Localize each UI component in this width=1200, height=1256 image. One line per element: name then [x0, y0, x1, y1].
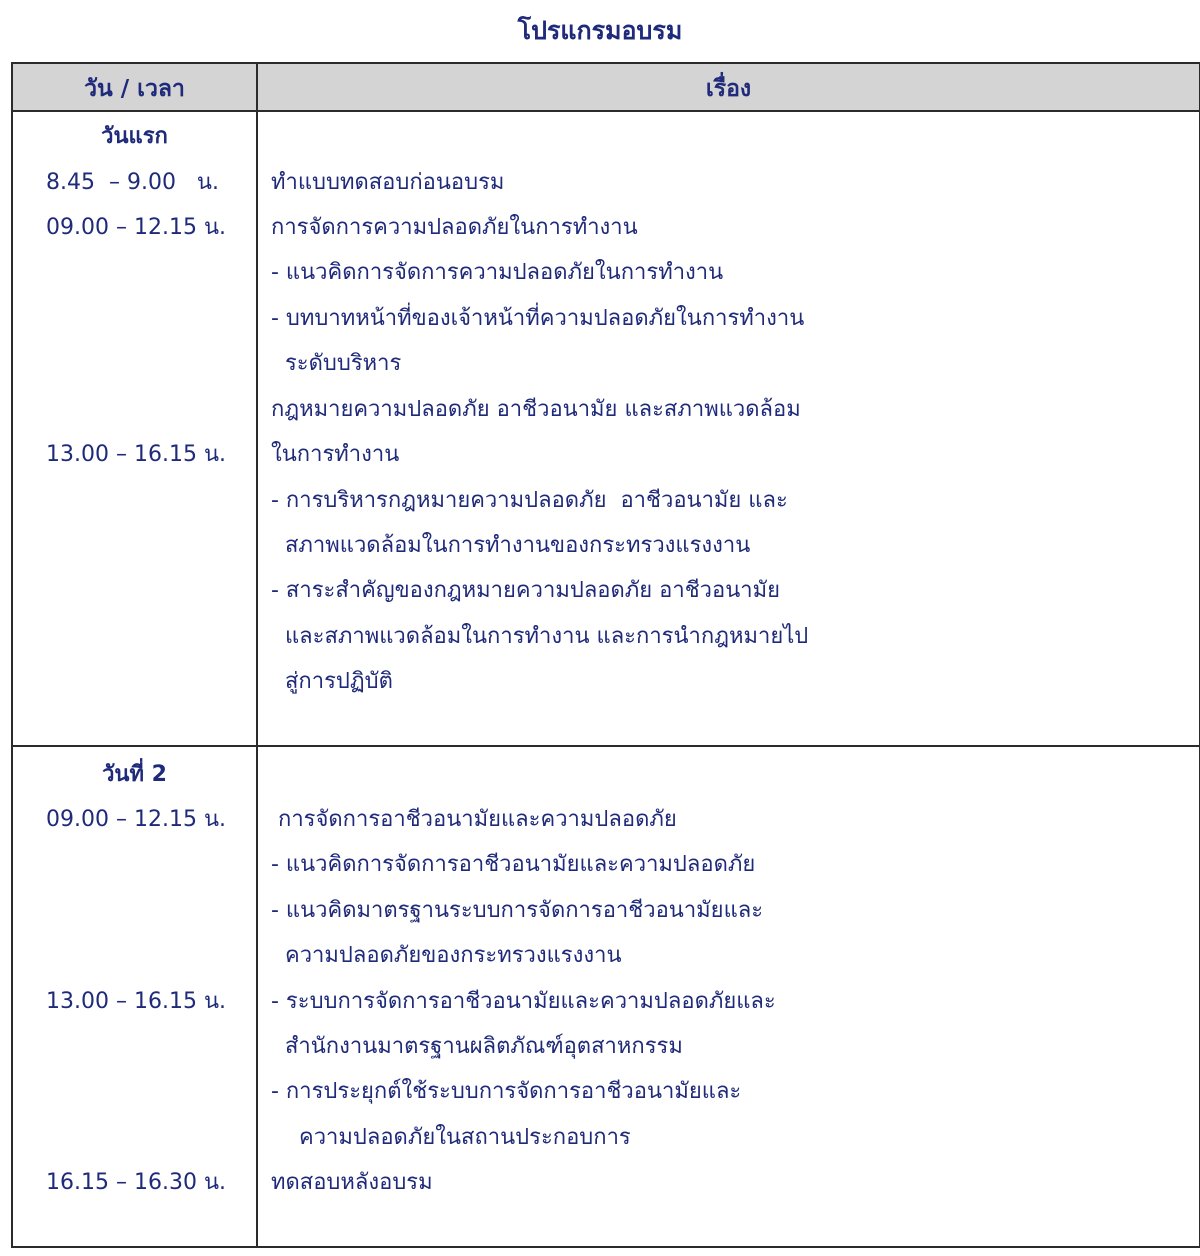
header-topic: เรื่อง	[705, 76, 752, 102]
day2-line-2: - แนวคิดการจัดการอาชีวอนามัยและความปลอดภัย	[271, 852, 756, 877]
day2-line-3: - แนวคิดมาตรฐานระบบการจัดการอาชีวอนามัยและ	[271, 898, 764, 923]
schedule-table	[11, 62, 1200, 1248]
day1-line-6: กฎหมายความปลอดภัย อาชีวอนามัย และสภาพแวดล้อม	[271, 397, 801, 422]
day2-time-2: 13.00 – 16.15 น.	[46, 989, 226, 1014]
row-divider	[13, 745, 1199, 747]
day1-time-2: 09.00 – 12.15 น.	[46, 215, 226, 240]
day1-line-10: - สาระสำคัญของกฎหมายความปลอดภัย อาชีวอนามัย	[271, 578, 781, 603]
page-title: โปรแกรมอบรม	[517, 16, 683, 45]
day1-time-1: 8.45 – 9.00 น.	[46, 170, 219, 195]
day1-line-3: - แนวคิดการจัดการความปลอดภัยในการทำงาน	[271, 260, 724, 285]
day1-line-5: ระดับบริหาร	[271, 351, 402, 376]
day1-line-9: สภาพแวดล้อมในการทำงานของกระทรวงแรงงาน	[271, 533, 751, 558]
day2-line-4: ความปลอดภัยของกระทรวงแรงงาน	[271, 943, 622, 968]
day1-label: วันแรก	[101, 124, 168, 149]
table-header	[13, 64, 1199, 112]
day1-line-1: ทำแบบทดสอบก่อนอบรม	[271, 170, 505, 195]
day2-label: วันที่ 2	[102, 762, 167, 787]
day2-line-7: - การประยุกต์ใช้ระบบการจัดการอาชีวอนามัยและ	[271, 1079, 742, 1104]
day2-time-1: 09.00 – 12.15 น.	[46, 807, 226, 832]
day2-line-5: - ระบบการจัดการอาชีวอนามัยและความปลอดภัยและ	[271, 989, 776, 1014]
day2-line-9: ทดสอบหลังอบรม	[271, 1170, 433, 1195]
day1-line-4: - บทบาทหน้าที่ของเจ้าหน้าที่ความปลอดภัยในการทำงาน	[271, 306, 805, 331]
day2-line-8: ความปลอดภัยในสถานประกอบการ	[271, 1125, 631, 1150]
day1-line-11: และสภาพแวดล้อมในการทำงาน และการนำกฎหมายไป	[271, 624, 809, 649]
day1-line-8: - การบริหารกฎหมายความปลอดภัย อาชีวอนามัย และ	[271, 488, 788, 513]
day2-time-3: 16.15 – 16.30 น.	[46, 1170, 226, 1195]
header-time: วัน / เวลา	[84, 76, 185, 102]
day1-line-2: การจัดการความปลอดภัยในการทำงาน	[271, 215, 638, 240]
day1-line-7: ในการทำงาน	[271, 442, 400, 467]
day2-line-1: การจัดการอาชีวอนามัยและความปลอดภัย	[271, 807, 677, 832]
day1-line-12: สู่การปฏิบัติ	[271, 669, 393, 694]
day1-time-3: 13.00 – 16.15 น.	[46, 442, 226, 467]
day2-line-6: สำนักงานมาตรฐานผลิตภัณฑ์อุตสาหกรรม	[271, 1034, 683, 1059]
